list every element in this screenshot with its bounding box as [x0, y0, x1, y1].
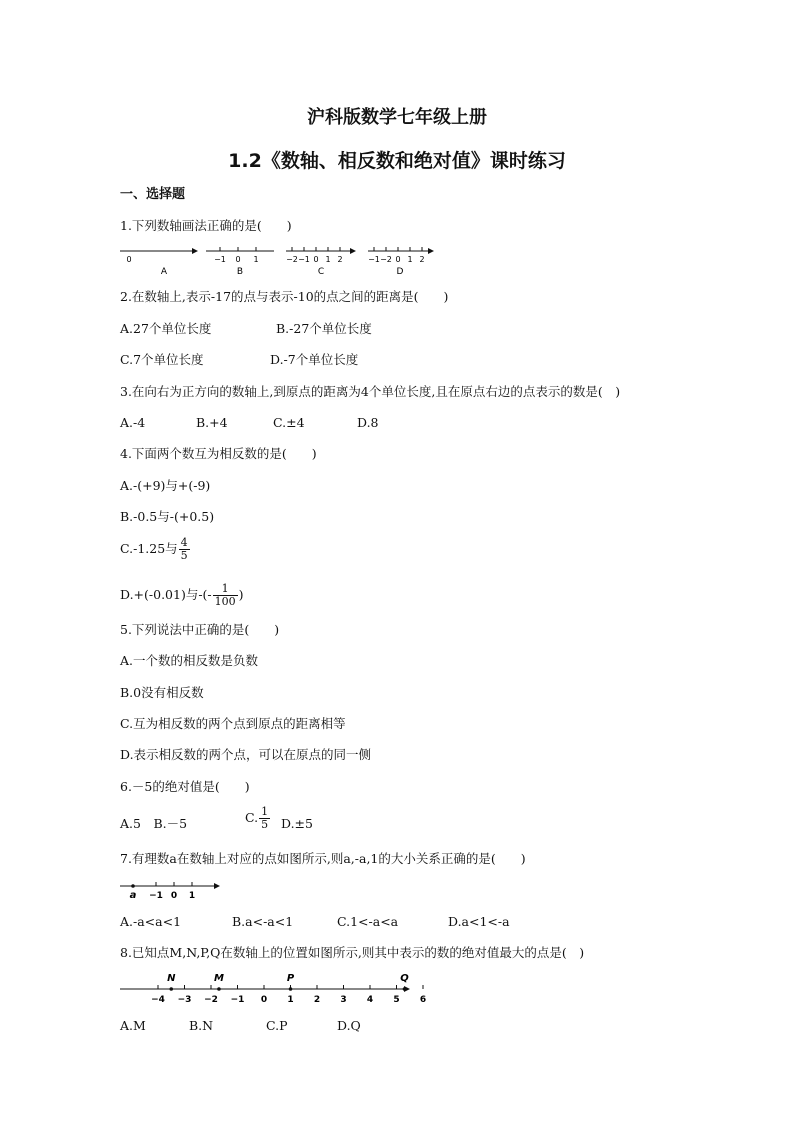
fraction-numerator: 1 [261, 805, 269, 818]
question-4-option-c [120, 537, 191, 562]
question-3-option-c: C.±4 [273, 415, 305, 430]
question-4-stem: 4.下面两个数互为相反数的是( ) [120, 446, 317, 461]
question-1-number-lines [116, 244, 446, 278]
question-8-option-d: D.Q [337, 1018, 361, 1033]
question-2-option-c: C.7个单位长度 [120, 352, 204, 367]
number-line-c-tick-label: 1 [325, 255, 331, 264]
fraction-denominator: 5 [261, 818, 269, 831]
question-5-option-b: B.0没有相反数 [120, 685, 204, 700]
question-7-option-d: D.a<1<-a [448, 914, 510, 929]
point-label: P [286, 973, 295, 984]
point-label: Q [400, 973, 409, 984]
question-6-option-d: D.±5 [281, 816, 313, 831]
question-6-option-c [245, 806, 271, 831]
question-8-stem: 8.已知点M,N,P,Q在数轴上的位置如图所示,则其中表示的数的绝对值最大的点是( ) [120, 945, 585, 960]
question-2-option-d: D.-7个单位长度 [270, 352, 359, 367]
question-6-options-ab: A.5 B.－5 [120, 816, 188, 831]
question-7-option-a: A.-a<a<1 [120, 914, 182, 929]
question-8-option-c: C.P [266, 1018, 288, 1033]
tick-label: 3 [340, 995, 347, 1005]
number-line-b-tick-label: 1 [253, 255, 259, 264]
number-line-c [286, 247, 356, 277]
point-label: N [167, 973, 176, 984]
number-line-c-tick-label: 0 [313, 255, 319, 264]
question-5-option-c: C.互为相反数的两个点到原点的距离相等 [120, 716, 346, 731]
fraction-denominator: 100 [214, 595, 236, 608]
tick-label: −4 [151, 995, 165, 1005]
question-7-option-c: C.1<-a<a [337, 914, 399, 929]
number-line-d [368, 247, 434, 277]
number-line-d-tick-label: 1 [407, 255, 413, 264]
question-3-option-a: A.-4 [120, 415, 146, 430]
tick-label: 1 [287, 995, 294, 1005]
question-8-number-line [116, 970, 427, 1006]
question-6-stem: 6.－5的绝对值是( ) [120, 779, 250, 794]
tick-label: −3 [177, 995, 192, 1005]
tick-label: −1 [149, 891, 163, 901]
tick-label: −2 [204, 995, 218, 1005]
fraction [179, 537, 190, 562]
question-4-option-d [120, 583, 244, 608]
point-q [403, 987, 407, 991]
tick-label: 2 [313, 995, 321, 1005]
number-line-d-tick-label: 0 [395, 255, 401, 264]
question-3-option-b: B.+4 [196, 415, 228, 430]
number-line-d-tick-label: −2 [380, 255, 392, 264]
question-3-stem: 3.在向右为正方向的数轴上,到原点的距离为4个单位长度,且在原点右边的点表示的数是( ) [120, 384, 621, 399]
number-line-a-tick-label: 0 [126, 255, 132, 264]
point-m [217, 987, 221, 991]
question-2-option-b: B.-27个单位长度 [276, 321, 372, 336]
question-7-option-b: B.a<-a<1 [232, 914, 294, 929]
tick-label: 5 [393, 995, 400, 1005]
question-3-option-d: D.8 [357, 415, 379, 430]
question-1-stem: 1.下列数轴画法正确的是( ) [120, 218, 292, 233]
fraction-numerator: 4 [180, 536, 188, 549]
tick-label: 0 [170, 891, 178, 901]
question-4-option-d-text: D.+(-0.01)与-(- [120, 587, 212, 602]
fraction-numerator: 1 [213, 583, 238, 596]
number-line-b-letter: B [236, 267, 244, 277]
number-line-c-tick-label: 2 [337, 255, 343, 264]
question-6-option-c-text: C. [245, 810, 259, 825]
question-7-number-line [116, 877, 226, 901]
tick-label: 1 [188, 891, 196, 901]
fraction [259, 806, 270, 831]
question-7-stem: 7.有理数a在数轴上对应的点如图所示,则a,-a,1的大小关系正确的是( ) [120, 851, 526, 866]
page-title: 沪科版数学七年级上册 [307, 107, 487, 128]
number-line-d-letter: D [396, 267, 404, 277]
question-5-option-a: A.一个数的相反数是负数 [120, 653, 259, 668]
point-label: M [213, 973, 224, 984]
number-line-b [206, 247, 274, 277]
question-5-stem: 5.下列说法中正确的是( ) [120, 622, 280, 637]
point-p [289, 987, 293, 991]
question-4-option-b: B.-0.5与-(+0.5) [120, 509, 215, 524]
number-line-a [120, 248, 198, 277]
number-line-a-letter: A [160, 267, 168, 277]
page-subtitle: 1.2《数轴、相反数和绝对值》课时练习 [228, 150, 566, 172]
question-8-option-b: B.N [189, 1018, 214, 1033]
number-line-d-tick-label: 2 [419, 255, 425, 264]
fraction [213, 583, 238, 608]
number-line-b-tick-label: 0 [235, 255, 241, 264]
tick-label: 0 [260, 995, 268, 1005]
question-4-option-d-close: ) [238, 587, 244, 602]
tick-label: −1 [230, 995, 245, 1005]
number-line-d-tick-label: −1 [368, 255, 380, 264]
question-5-option-d: D.表示相反数的两个点，可以在原点的同一侧 [120, 747, 372, 762]
fraction-denominator: 5 [180, 549, 188, 562]
question-8-option-a: A.M [120, 1018, 146, 1033]
question-2-stem: 2.在数轴上,表示-17的点与表示-10的点之间的距离是( ) [120, 289, 449, 304]
tick-label: 6 [419, 995, 427, 1005]
number-line-c-letter: C [317, 267, 325, 277]
point-n [169, 987, 173, 991]
question-2-option-a: A.27个单位长度 [120, 321, 212, 336]
number-line-c-tick-label: −2 [286, 255, 298, 264]
question-4-option-c-text: C.-1.25与 [120, 541, 178, 556]
section-heading: 一、选择题 [120, 187, 186, 202]
number-line-c-tick-label: −1 [298, 255, 310, 264]
tick-label: 4 [366, 995, 374, 1005]
number-line-b-tick-label: −1 [214, 255, 226, 264]
question-4-option-a: A.-(+9)与+(-9) [120, 478, 211, 493]
point-a-label: a [129, 890, 137, 901]
